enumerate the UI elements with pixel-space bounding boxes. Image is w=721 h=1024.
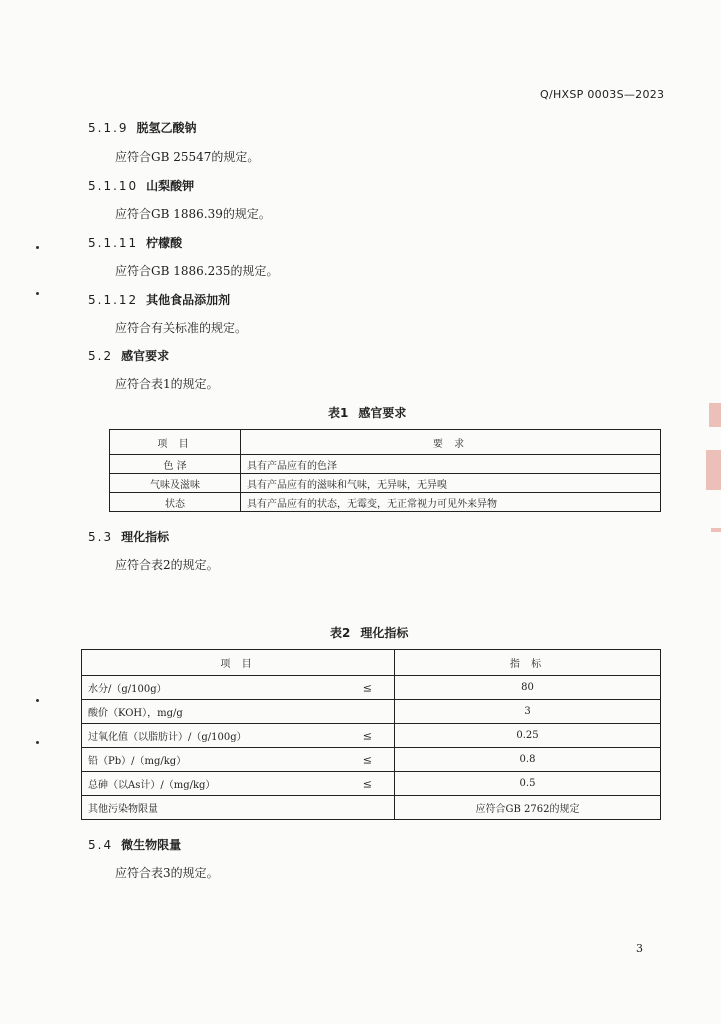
table-cell: 气味及滋味 xyxy=(110,474,241,493)
seal-stamp-fragment xyxy=(706,450,721,490)
table-cell: 色 泽 xyxy=(110,455,241,474)
table-row xyxy=(82,772,661,796)
section-body: 应符合GB 1886.39的规定。 xyxy=(115,207,271,221)
section-title: 脱氢乙酸钠 xyxy=(136,121,197,135)
table-number: 表1 xyxy=(328,406,349,420)
table-cell xyxy=(82,748,395,772)
section-title: 山梨酸钾 xyxy=(146,179,195,193)
section-title: 柠檬酸 xyxy=(146,236,183,250)
table-header-cell: 项 目 xyxy=(82,650,395,676)
table-cell xyxy=(82,676,395,700)
section-heading xyxy=(88,234,182,251)
table-cell xyxy=(82,772,395,796)
table-row xyxy=(110,493,661,512)
item-label: 酸价（KOH），mg/g xyxy=(88,708,183,719)
scan-speck xyxy=(36,699,39,702)
item-label: 水分/（g/100g） xyxy=(88,684,167,695)
item-label: 过氧化值（以脂肪计）/（g/100g） xyxy=(88,732,247,743)
table-row xyxy=(82,748,661,772)
table-cell: 3 xyxy=(395,700,661,724)
table-row xyxy=(82,676,661,700)
table-cell: 80 xyxy=(395,676,661,700)
table-cell: 0.25 xyxy=(395,724,661,748)
item-label: 铅（Pb）/（mg/kg） xyxy=(88,756,187,767)
table-row xyxy=(110,455,661,474)
table-cell: 0.5 xyxy=(395,772,661,796)
table-header-cell: 项 目 xyxy=(110,430,241,455)
item-label: 其他污染物限量 xyxy=(88,804,158,815)
section-heading xyxy=(88,836,181,853)
physicochemical-indicators-table xyxy=(81,649,661,820)
section-body: 应符合表2的规定。 xyxy=(115,558,219,572)
seal-stamp-fragment xyxy=(711,528,721,532)
table-cell: 具有产品应有的色泽 xyxy=(241,455,661,474)
section-heading xyxy=(88,291,230,308)
section-number: 5.1.9 xyxy=(88,121,129,135)
section-title: 微生物限量 xyxy=(121,838,182,852)
table-caption: 感官要求 xyxy=(358,406,407,420)
section-body: 应符合GB 25547的规定。 xyxy=(115,150,260,164)
section-title: 感官要求 xyxy=(121,349,170,363)
section-heading xyxy=(88,347,169,364)
table-cell xyxy=(82,700,395,724)
item-label: 总砷（以As计）/（mg/kg） xyxy=(88,780,216,791)
scan-speck xyxy=(36,246,39,249)
table-header-cell: 要 求 xyxy=(241,430,661,455)
scan-speck xyxy=(36,741,39,744)
section-title: 其他食品添加剂 xyxy=(146,293,231,307)
section-body: 应符合有关标准的规定。 xyxy=(115,321,248,335)
table-row xyxy=(82,796,661,820)
section-body: 应符合表3的规定。 xyxy=(115,866,219,880)
table-title xyxy=(330,624,408,641)
table-row xyxy=(82,700,661,724)
table-cell: 具有产品应有的状态，无霉变，无正常视力可见外来异物 xyxy=(241,493,661,512)
section-number: 5.2 xyxy=(88,349,114,363)
section-number: 5.1.11 xyxy=(88,236,139,250)
table-cell: 0.8 xyxy=(395,748,661,772)
table-caption: 理化指标 xyxy=(360,626,409,640)
table-row xyxy=(82,724,661,748)
standard-code: Q/HXSP 0003S—2023 xyxy=(540,88,665,101)
table-cell: 状态 xyxy=(110,493,241,512)
page-number: 3 xyxy=(636,942,643,955)
table-header-row xyxy=(110,430,661,455)
section-number: 5.3 xyxy=(88,530,114,544)
section-title: 理化指标 xyxy=(121,530,170,544)
operator-symbol: ≤ xyxy=(362,777,372,790)
table-cell: 应符合GB 2762的规定 xyxy=(395,796,661,820)
operator-symbol: ≤ xyxy=(362,729,372,742)
section-heading xyxy=(88,528,169,545)
table-header-cell: 指 标 xyxy=(395,650,661,676)
seal-stamp-fragment xyxy=(709,403,721,427)
section-body: 应符合表1的规定。 xyxy=(115,377,219,391)
section-heading xyxy=(88,119,197,136)
section-number: 5.1.12 xyxy=(88,293,139,307)
table-header-row xyxy=(82,650,661,676)
table-cell xyxy=(82,724,395,748)
operator-symbol: ≤ xyxy=(362,753,372,766)
section-number: 5.1.10 xyxy=(88,179,139,193)
table-number: 表2 xyxy=(330,626,351,640)
sensory-requirements-table xyxy=(109,429,661,512)
table-cell xyxy=(82,796,395,820)
scan-speck xyxy=(36,292,39,295)
section-heading xyxy=(88,177,194,194)
table-cell: 具有产品应有的滋味和气味，无异味，无异嗅 xyxy=(241,474,661,493)
table-row xyxy=(110,474,661,493)
section-number: 5.4 xyxy=(88,838,114,852)
table-title xyxy=(328,404,406,421)
operator-symbol: ≤ xyxy=(362,681,372,694)
section-body: 应符合GB 1886.235的规定。 xyxy=(115,264,279,278)
